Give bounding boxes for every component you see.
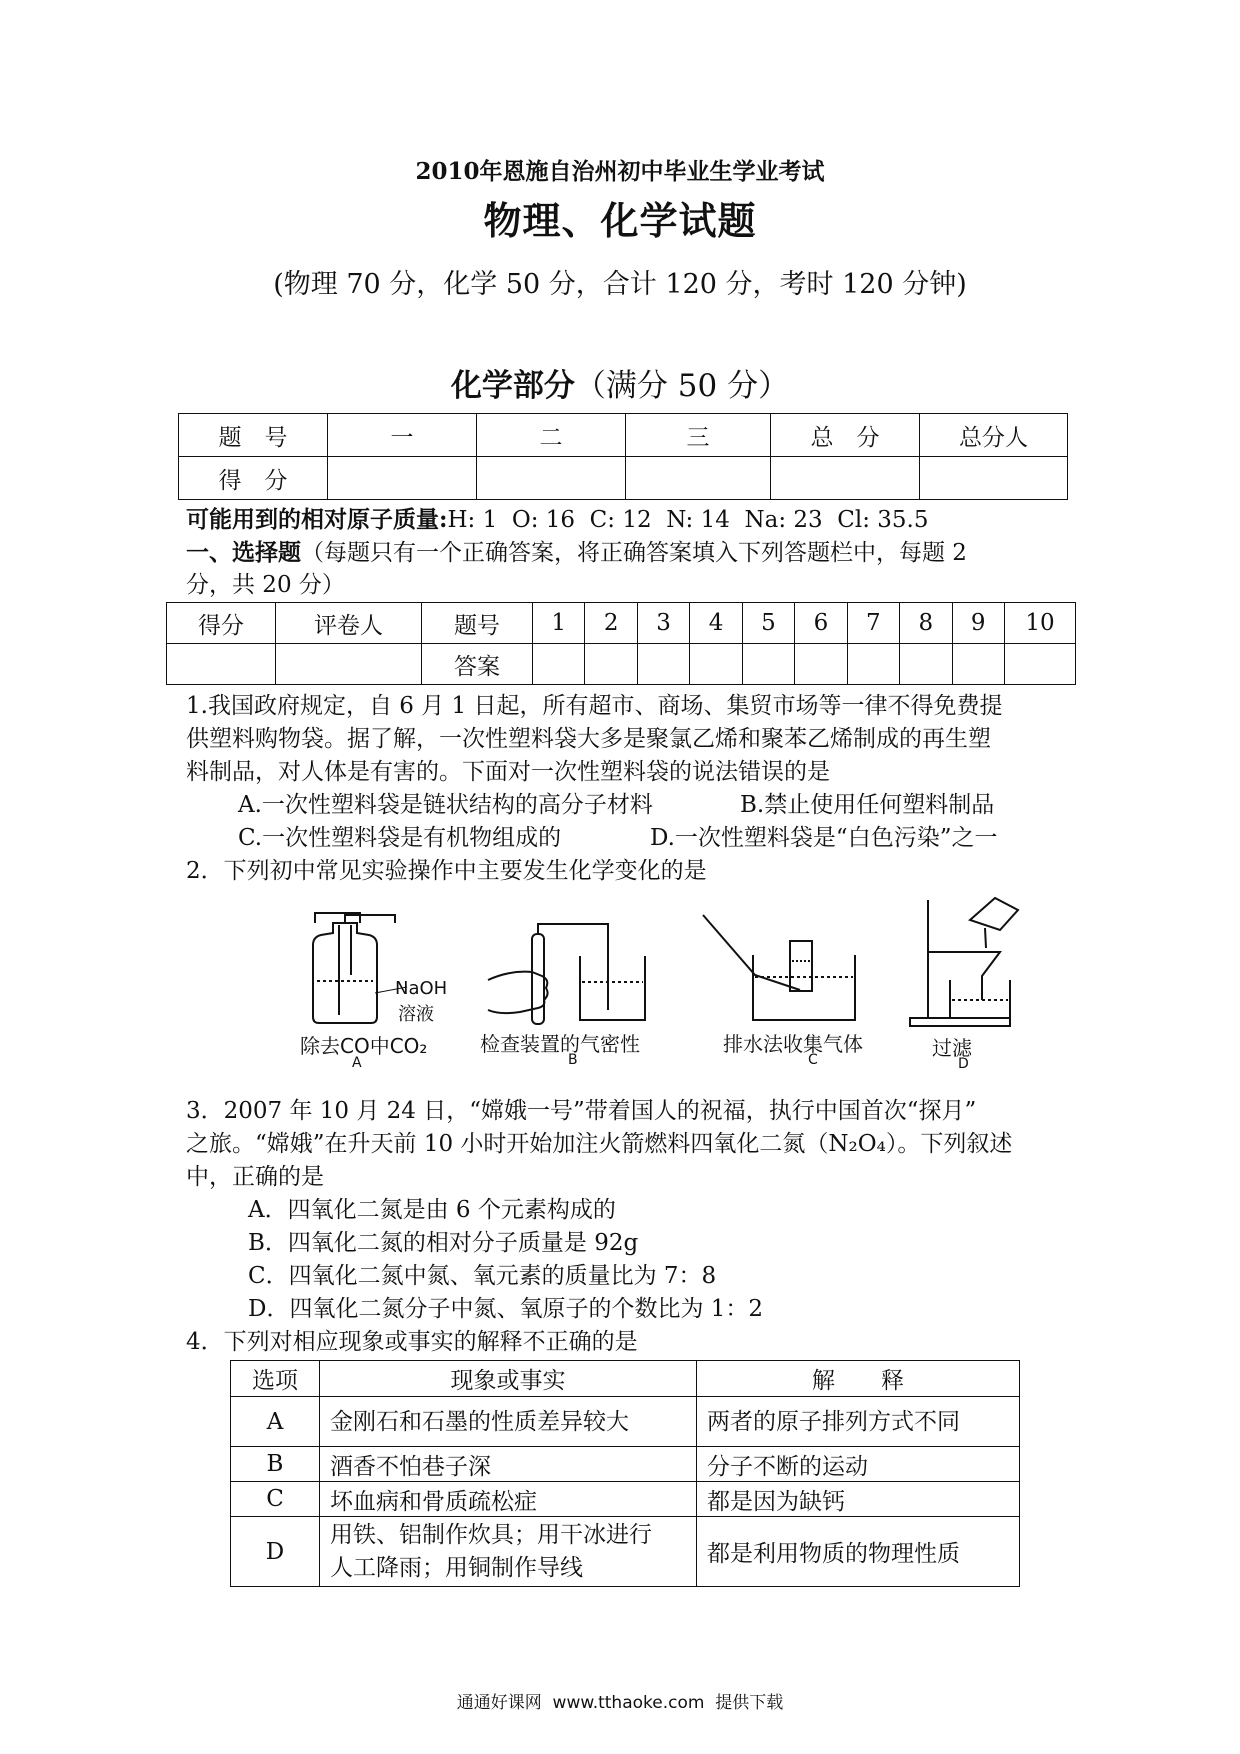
q4-stem: 4．下列对相应现象或事实的解释不正确的是 (186, 1329, 638, 1355)
figure-c-water-displacement (695, 905, 880, 1030)
answer-blank (795, 644, 847, 685)
answer-blank (952, 644, 1005, 685)
answer-blank (847, 644, 899, 685)
q3-option-c: C．四氧化二氮中氮、氧元素的质量比为 7：8 (248, 1263, 717, 1289)
q4-row-option: A (231, 1397, 320, 1447)
score-empty (477, 457, 626, 500)
figure-b-caption: 检查装置的气密性 (480, 1032, 640, 1056)
answer-num: 5 (742, 603, 794, 644)
q1-option-d: D.一次性塑料袋是“白色污染”之一 (650, 825, 998, 851)
q4-header-option: 选项 (231, 1361, 320, 1397)
score-cell: 总 分 (771, 414, 920, 457)
q4-row-option: D (231, 1517, 320, 1587)
q4-row-option: B (231, 1447, 320, 1482)
figure-c-letter: C (808, 1052, 818, 1068)
section1-line2: 分，共 20 分） (186, 572, 345, 598)
figure-a-reagent1: NaOH (395, 978, 448, 999)
atomic-mass (186, 503, 929, 537)
q1-option-a: A.一次性塑料袋是链状结构的高分子材料 (238, 792, 653, 818)
figure-b-air-tightness (480, 920, 665, 1025)
answer-grader-label: 评卷人 (276, 603, 422, 644)
answer-empty (167, 644, 276, 685)
score-table (178, 413, 1068, 500)
q4-row-fact: 金刚石和石墨的性质差异较大 (320, 1397, 697, 1447)
q1-option-b: B.禁止使用任何塑料制品 (740, 792, 995, 818)
section1-line1 (186, 536, 967, 570)
section-name: 化学部分 (450, 368, 575, 404)
answer-blank (585, 644, 637, 685)
q4-row-fact-line1: 用铁、铝制作炊具；用干冰进行 (330, 1521, 652, 1548)
figure-a-letter: A (352, 1055, 362, 1071)
answer-empty (276, 644, 422, 685)
answer-qnum-label: 题号 (422, 603, 533, 644)
q4-row-option: C (231, 1482, 320, 1517)
answer-num: 3 (637, 603, 689, 644)
figure-b-letter: B (568, 1052, 578, 1068)
section-title (0, 360, 1240, 405)
score-empty (771, 457, 920, 500)
answer-num: 2 (585, 603, 637, 644)
answer-num: 4 (690, 603, 742, 644)
subtitle: (物理 70 分，化学 50 分，合计 120 分，考时 120 分钟) (273, 269, 967, 300)
q1-line1: 1.我国政府规定，自 6 月 1 日起，所有超市、商场、集贸市场等一律不得免费提 (186, 693, 1003, 719)
section1-heading: 一、选择题 (186, 539, 301, 566)
q3-option-d: D．四氧化二氮分子中氮、氧原子的个数比为 1：2 (248, 1296, 764, 1322)
answer-num: 10 (1005, 603, 1076, 644)
atomic-mass-values: H: 1 O: 16 C: 12 N: 14 Na: 23 Cl: 35.5 (447, 507, 929, 533)
section-score: （满分 50 分） (574, 368, 790, 404)
footer-text: 通通好课网 www.tthaoke.com 提供下载 (456, 1693, 784, 1713)
q3-line3: 中，正确的是 (186, 1164, 324, 1190)
q4-row-explain: 都是因为缺钙 (697, 1482, 1020, 1517)
answer-row-label: 答案 (422, 644, 533, 685)
q4-row-explain: 都是利用物质的物理性质 (697, 1517, 1020, 1587)
figure-a-reagent2: 溶液 (398, 1004, 434, 1025)
q3-line2: 之旅。“嫦娥”在升天前 10 小时开始加注火箭燃料四氧化二氮（N₂O₄）。下列叙述 (186, 1131, 1013, 1157)
answer-blank (1005, 644, 1076, 685)
q3-option-b: B．四氧化二氮的相对分子质量是 92g (248, 1230, 639, 1256)
answer-blank (533, 644, 585, 685)
answer-num: 8 (900, 603, 952, 644)
score-empty (626, 457, 771, 500)
q4-header-explain: 解 释 (697, 1361, 1020, 1397)
answer-blank (690, 644, 742, 685)
q4-row-explain: 两者的原子排列方式不同 (697, 1397, 1020, 1447)
q4-table (230, 1360, 1020, 1587)
q2-stem: 2．下列初中常见实验操作中主要发生化学变化的是 (186, 858, 707, 884)
answer-blank (900, 644, 952, 685)
answer-blank (637, 644, 689, 685)
answer-num: 1 (533, 603, 585, 644)
q3-line1: 3．2007 年 10 月 24 日，“嫦娥一号”带着国人的祝福，执行中国首次“探月” (186, 1098, 977, 1124)
figure-c-caption: 排水法收集气体 (723, 1032, 863, 1056)
score-cell: 二 (477, 414, 626, 457)
main-title: 物理、化学试题 (483, 198, 757, 243)
answer-num: 6 (795, 603, 847, 644)
q1-line3: 料制品，对人体是有害的。下面对一次性塑料袋的说法错误的是 (186, 759, 830, 785)
q1-option-c: C.一次性塑料袋是有机物组成的 (238, 825, 562, 851)
q4-row-fact: 酒香不怕巷子深 (320, 1447, 697, 1482)
q4-row-explain: 分子不断的运动 (697, 1447, 1020, 1482)
score-cell: 题 号 (179, 414, 328, 457)
q4-header-fact: 现象或事实 (320, 1361, 697, 1397)
q4-row-fact-line2: 人工降雨；用铜制作导线 (330, 1554, 583, 1581)
q4-row-fact: 坏血病和骨质疏松症 (320, 1482, 697, 1517)
answer-num: 7 (847, 603, 899, 644)
figure-d-filtration (900, 890, 1030, 1030)
score-empty (328, 457, 477, 500)
q4-row-fact (320, 1517, 697, 1587)
score-cell: 三 (626, 414, 771, 457)
figure-a-caption: 除去CO中CO₂ (300, 1034, 428, 1058)
answer-num: 9 (952, 603, 1005, 644)
atomic-mass-label: 可能用到的相对原子质量: (186, 506, 448, 533)
answer-score-label: 得分 (167, 603, 276, 644)
score-cell: 得 分 (179, 457, 328, 500)
exam-title: 2010年恩施自治州初中毕业生学业考试 (415, 158, 825, 185)
q1-line2: 供塑料购物袋。据了解，一次性塑料袋大多是聚氯乙烯和聚苯乙烯制成的再生塑 (186, 726, 991, 752)
score-cell: 总分人 (920, 414, 1068, 457)
figure-d-caption: 过滤 (932, 1036, 972, 1060)
score-empty (920, 457, 1068, 500)
answer-table (166, 602, 1076, 685)
figure-a-gas-wash-bottle (295, 905, 460, 1030)
figure-d-letter: D (958, 1056, 969, 1072)
q3-option-a: A．四氧化二氮是由 6 个元素构成的 (248, 1197, 616, 1223)
answer-blank (742, 644, 794, 685)
score-cell: 一 (328, 414, 477, 457)
section1-instruction: （每题只有一个正确答案，将正确答案填入下列答题栏中，每题 2 (301, 540, 967, 566)
